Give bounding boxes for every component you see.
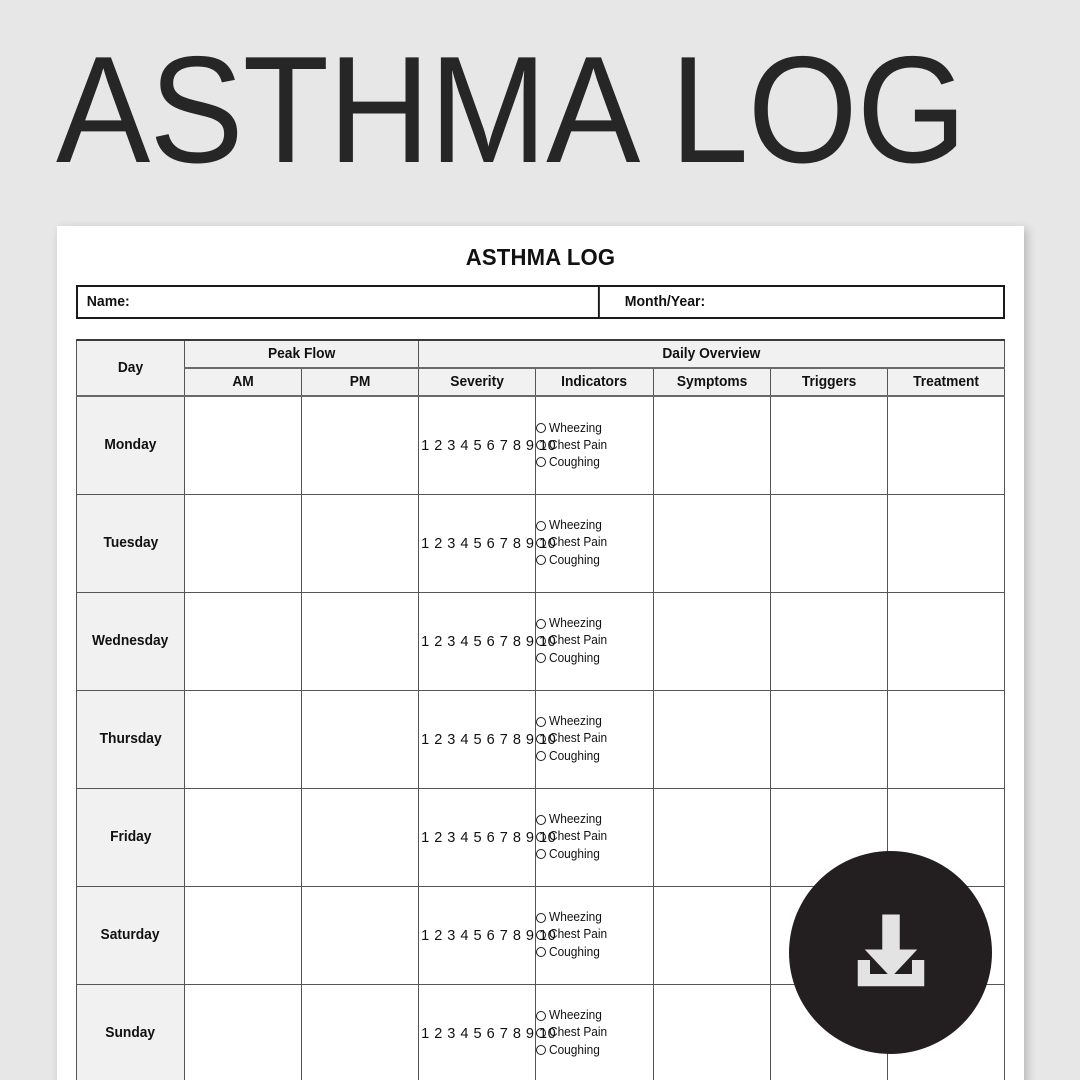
- name-label: Name:: [86, 294, 130, 310]
- download-badge[interactable]: [789, 851, 992, 1054]
- indicator-list: [536, 911, 652, 958]
- day-label: Tuesday: [103, 535, 158, 551]
- indicator-option[interactable]: [536, 1009, 652, 1022]
- triggers-input[interactable]: [770, 494, 887, 592]
- indicator-label: Wheezing: [549, 812, 603, 827]
- indicator-option[interactable]: [536, 750, 652, 763]
- header-row-bottom: [77, 368, 1005, 396]
- peak-flow-am-input[interactable]: [185, 886, 302, 984]
- severity-scale-values: 1 2 3 4 5 6 7 8 9 10: [421, 534, 557, 552]
- peak-flow-pm-input[interactable]: [302, 690, 419, 788]
- severity-scale[interactable]: [419, 690, 557, 788]
- col-header-indicators: Indicators: [536, 368, 653, 396]
- indicator-option[interactable]: [536, 830, 652, 843]
- symptoms-input[interactable]: [653, 592, 770, 690]
- indicator-option[interactable]: [536, 1044, 652, 1057]
- treatment-input[interactable]: [887, 396, 1004, 494]
- indicators-cell: [536, 788, 653, 886]
- indicators-cell: [536, 494, 653, 592]
- severity-scale-values: 1 2 3 4 5 6 7 8 9 10: [421, 436, 557, 454]
- indicator-option[interactable]: [536, 911, 652, 924]
- triggers-input[interactable]: [770, 396, 887, 494]
- banner-title: ASTHMA LOG: [56, 25, 966, 195]
- indicator-list: [536, 519, 652, 566]
- severity-scale[interactable]: [419, 494, 557, 592]
- col-header-triggers: Triggers: [770, 368, 887, 396]
- indicator-label: Wheezing: [549, 1008, 603, 1023]
- indicator-option[interactable]: [536, 617, 652, 630]
- indicator-option[interactable]: [536, 519, 652, 532]
- treatment-input[interactable]: [887, 592, 1004, 690]
- indicator-option[interactable]: [536, 456, 652, 469]
- peak-flow-pm-input[interactable]: [302, 494, 419, 592]
- identity-row: [76, 285, 1005, 319]
- day-cell: [77, 396, 185, 494]
- indicator-label: Chest Pain: [549, 927, 608, 942]
- radio-circle-icon[interactable]: [536, 423, 546, 433]
- peak-flow-am-input[interactable]: [185, 396, 302, 494]
- indicator-label: Wheezing: [549, 420, 603, 435]
- radio-circle-icon[interactable]: [536, 849, 546, 859]
- table-row: [77, 494, 1005, 592]
- col-header-severity: Severity: [419, 368, 536, 396]
- indicator-option[interactable]: [536, 554, 652, 567]
- day-label: Thursday: [99, 731, 162, 747]
- indicator-label: Wheezing: [549, 616, 603, 631]
- indicator-label: Coughing: [549, 944, 601, 959]
- peak-flow-pm-input[interactable]: [302, 886, 419, 984]
- symptoms-input[interactable]: [653, 396, 770, 494]
- header-row-top: [77, 340, 1005, 368]
- peak-flow-pm-input[interactable]: [302, 984, 419, 1080]
- download-icon: [835, 897, 947, 1009]
- radio-circle-icon[interactable]: [536, 913, 546, 923]
- severity-scale[interactable]: [419, 984, 557, 1080]
- indicator-list: [536, 422, 652, 469]
- indicator-label: Coughing: [549, 846, 601, 861]
- symptoms-input[interactable]: [653, 494, 770, 592]
- indicator-label: Wheezing: [549, 910, 603, 925]
- indicator-label: Wheezing: [549, 518, 603, 533]
- day-cell: [77, 494, 185, 592]
- day-cell: [77, 886, 185, 984]
- indicator-option[interactable]: [536, 715, 652, 728]
- day-cell: [77, 984, 185, 1080]
- indicator-label: Chest Pain: [549, 633, 608, 648]
- peak-flow-pm-input[interactable]: [302, 788, 419, 886]
- radio-circle-icon[interactable]: [536, 457, 546, 467]
- radio-circle-icon[interactable]: [536, 717, 546, 727]
- indicator-option[interactable]: [536, 652, 652, 665]
- indicator-list: [536, 813, 652, 860]
- peak-flow-am-input[interactable]: [185, 788, 302, 886]
- indicator-option[interactable]: [536, 732, 652, 745]
- indicators-cell: [536, 396, 653, 494]
- day-label: Friday: [109, 829, 152, 845]
- indicator-option[interactable]: [536, 928, 652, 941]
- radio-circle-icon[interactable]: [536, 751, 546, 761]
- severity-scale[interactable]: [419, 396, 557, 494]
- severity-scale-values: 1 2 3 4 5 6 7 8 9 10: [421, 1024, 557, 1042]
- month-year-label: Month/Year:: [624, 294, 706, 310]
- indicator-option[interactable]: [536, 1026, 652, 1039]
- indicator-label: Coughing: [549, 1042, 601, 1057]
- day-label: Sunday: [105, 1025, 156, 1041]
- indicator-option[interactable]: [536, 946, 652, 959]
- indicator-option[interactable]: [536, 634, 652, 647]
- indicator-label: Chest Pain: [549, 437, 608, 452]
- severity-scale-values: 1 2 3 4 5 6 7 8 9 10: [421, 632, 557, 650]
- col-header-treatment: Treatment: [887, 368, 1004, 396]
- symptoms-input[interactable]: [653, 886, 770, 984]
- table-row: [77, 690, 1005, 788]
- document-title: ASTHMA LOG: [465, 244, 616, 270]
- radio-circle-icon[interactable]: [536, 947, 546, 957]
- radio-circle-icon[interactable]: [536, 815, 546, 825]
- symptoms-input[interactable]: [653, 690, 770, 788]
- peak-flow-pm-input[interactable]: [302, 396, 419, 494]
- indicator-list: [536, 617, 652, 664]
- indicator-label: Chest Pain: [549, 535, 608, 550]
- indicator-label: Coughing: [549, 650, 601, 665]
- severity-scale[interactable]: [419, 592, 557, 690]
- treatment-input[interactable]: [887, 494, 1004, 592]
- radio-circle-icon[interactable]: [536, 555, 546, 565]
- severity-scale-values: 1 2 3 4 5 6 7 8 9 10: [421, 828, 557, 846]
- day-cell: [77, 788, 185, 886]
- col-header-peak-flow: Peak Flow: [185, 340, 419, 368]
- symptoms-input[interactable]: [653, 788, 770, 886]
- peak-flow-pm-input[interactable]: [302, 592, 419, 690]
- indicator-label: Chest Pain: [549, 1025, 608, 1040]
- severity-scale[interactable]: [419, 788, 557, 886]
- peak-flow-am-input[interactable]: [185, 984, 302, 1080]
- triggers-input[interactable]: [770, 592, 887, 690]
- indicators-cell: [536, 592, 653, 690]
- day-label: Saturday: [101, 927, 160, 943]
- radio-circle-icon[interactable]: [536, 653, 546, 663]
- indicator-option[interactable]: [536, 422, 652, 435]
- radio-circle-icon[interactable]: [536, 619, 546, 629]
- severity-scale[interactable]: [419, 886, 557, 984]
- peak-flow-am-input[interactable]: [185, 494, 302, 592]
- day-cell: [77, 592, 185, 690]
- indicators-cell: [536, 690, 653, 788]
- treatment-input[interactable]: [887, 690, 1004, 788]
- indicator-label: Coughing: [549, 748, 601, 763]
- symptoms-input[interactable]: [653, 984, 770, 1080]
- indicator-label: Wheezing: [549, 714, 603, 729]
- indicators-cell: [536, 984, 653, 1080]
- col-header-symptoms: Symptoms: [653, 368, 770, 396]
- day-label: Wednesday: [92, 633, 169, 649]
- table-row: [77, 396, 1005, 494]
- col-header-pm: PM: [302, 368, 419, 396]
- day-label: Monday: [104, 437, 157, 454]
- indicators-cell: [536, 886, 653, 984]
- table-header: [77, 340, 1005, 396]
- name-field[interactable]: [78, 287, 600, 317]
- indicator-label: Chest Pain: [549, 829, 608, 844]
- radio-circle-icon[interactable]: [536, 1011, 546, 1021]
- peak-flow-am-input[interactable]: [185, 690, 302, 788]
- indicator-option[interactable]: [536, 813, 652, 826]
- severity-scale-values: 1 2 3 4 5 6 7 8 9 10: [421, 730, 557, 748]
- indicator-label: Chest Pain: [549, 731, 608, 746]
- day-cell: [77, 690, 185, 788]
- indicator-list: [536, 1009, 652, 1056]
- radio-circle-icon[interactable]: [536, 1045, 546, 1055]
- indicator-label: Coughing: [549, 552, 601, 567]
- indicator-option[interactable]: [536, 439, 652, 452]
- indicator-option[interactable]: [536, 848, 652, 861]
- triggers-input[interactable]: [770, 690, 887, 788]
- col-header-day: Day: [77, 340, 185, 396]
- table-row: [77, 592, 1005, 690]
- indicator-option[interactable]: [536, 536, 652, 549]
- indicator-label: Coughing: [549, 454, 601, 469]
- month-year-field[interactable]: [616, 287, 991, 317]
- col-header-daily-overview: Daily Overview: [419, 340, 1005, 368]
- radio-circle-icon[interactable]: [536, 521, 546, 531]
- indicator-list: [536, 715, 652, 762]
- peak-flow-am-input[interactable]: [185, 592, 302, 690]
- col-header-am: AM: [185, 368, 302, 396]
- severity-scale-values: 1 2 3 4 5 6 7 8 9 10: [421, 926, 557, 944]
